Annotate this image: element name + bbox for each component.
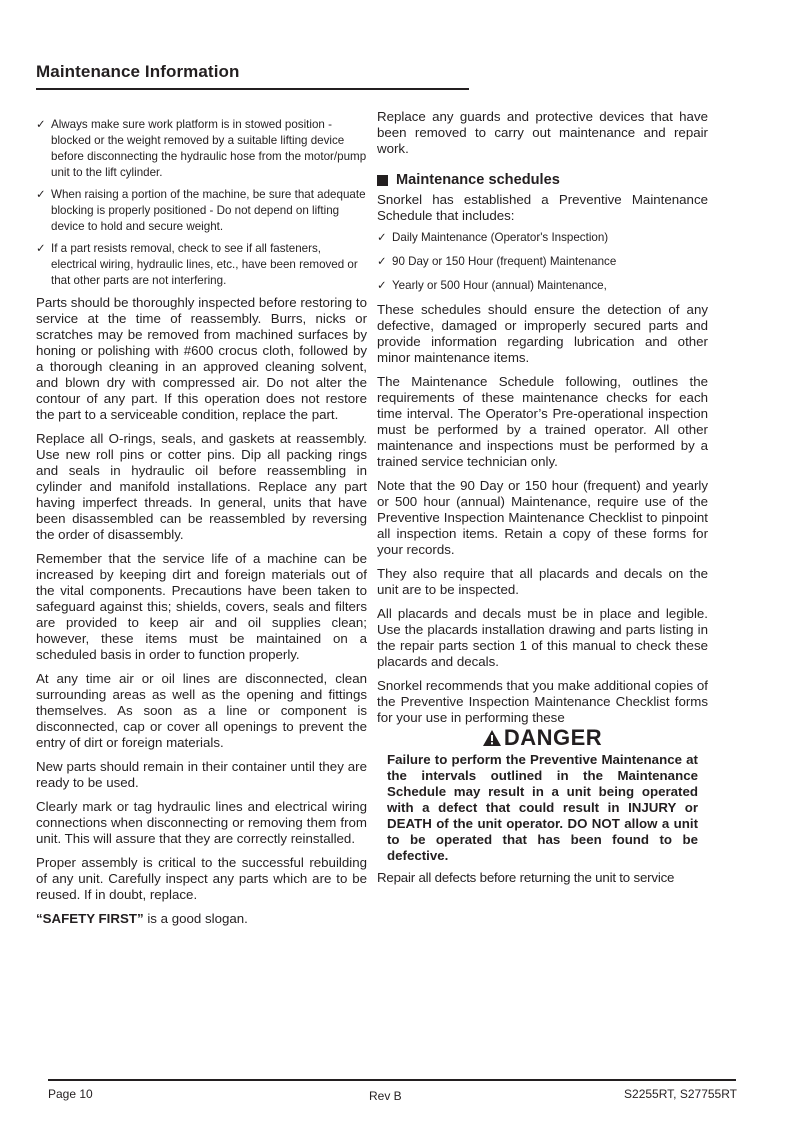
checkmark-icon: ✓ [377,280,387,292]
checkmark-icon: ✓ [377,232,387,244]
header-rule [36,88,469,90]
paragraph-guards: Replace any guards and protective devices that have been removed to carry out maintenance and repair work. [377,109,708,156]
checklist-item [36,187,367,235]
checkmark-icon: ✓ [36,243,46,255]
section-heading-text: Maintenance schedules [396,172,560,188]
page-title: Maintenance Information [36,62,240,81]
warning-triangle-icon [483,730,501,746]
revision: Rev B [369,1089,402,1103]
page-number: Page 10 [48,1087,93,1101]
square-bullet-icon [377,175,388,186]
paragraph-schedule-outline: The Maintenance Schedule following, outlines the requirements of these maintenance checks for each time interval. The Operator’s Pre-operational inspection must be performed by a trained operator. All other maintenance and inspections must be performed by a trained service technician only. [377,374,708,469]
checklist-item [36,241,367,289]
checkmark-icon: ✓ [36,119,46,131]
schedule-item-text: Daily Maintenance (Operator's Inspection) [392,231,609,244]
paragraph-new-parts: New parts should remain in their container until they are ready to be used. [36,759,367,790]
danger-body: Failure to perform the Preventive Maintenance at the intervals outlined in the Maintenance Schedule may result in a unit being operated with a defect that could result in INJURY or DEATH of the unit operator. DO NOT allow a unit to be operated that has been found to be defective. [387,752,698,863]
checklist-item [36,117,367,181]
slogan-rest: is a good slogan. [143,911,248,926]
schedule-item [377,278,708,294]
paragraph-service-life: Remember that the service life of a machine can be increased by keeping dirt and foreign materials out of the vital components. Precautions have been taken to safeguard against this; shields, covers, seals and filters are provided to keep air and oil supplies clean; however, these items must be maintained on a scheduled basis in order to function properly. [36,551,367,662]
schedule-list [377,230,708,294]
checkmark-icon: ✓ [36,189,46,201]
section-heading-maintenance-schedules [377,172,708,188]
left-column [36,117,367,935]
right-column [377,109,708,894]
paragraph-placards-inspected: They also require that all placards and decals on the unit are to be inspected. [377,566,708,597]
paragraph-repair-defects: Repair all defects before returning the unit to service [377,870,675,885]
schedule-item [377,230,708,246]
schedule-item-text: Yearly or 500 Hour (annual) Maintenance, [392,279,607,292]
paragraph-mark-lines: Clearly mark or tag hydraulic lines and electrical wiring connections when disconnecting or removing them from unit. This will assure that they are correctly reinstalled. [36,799,367,846]
paragraph-proper-assembly: Proper assembly is critical to the successful rebuilding of any unit. Carefully inspect any parts which are to be reused. If in doubt, replace. [36,855,367,902]
danger-title [377,725,708,750]
paragraph-inspection: Parts should be thoroughly inspected before restoring to service at the time of reassembly. Burrs, nicks or scratches may be removed from machined surfaces by honing or polishing with #600 crocus cloth, followed by a thorough cleaning in an approved cleaning solvent, and blown dry with compressed air. Do not alter the contour of any part. If this operation does not restore the part to a serviceable condition, replace the part. [36,295,367,422]
danger-title-text: DANGER [503,725,603,750]
paragraph-placards-legible: All placards and decals must be in place and legible. Use the placards installation drawing and parts listing in the repair parts section 1 of this manual to check these placards and decals. [377,606,708,669]
paragraph-schedules-purpose: These schedules should ensure the detection of any defective, damaged or improperly secured parts and provide information regarding lubrication and other minor maintenance items. [377,302,708,365]
paragraph-checklist-note: Note that the 90 Day or 150 hour (frequent) and yearly or 500 hour (annual) Maintenance, require use of the Preventive Inspection Maintenance Checklist to pinpoint all inspection items. Retain a copy of these forms for your records. [377,478,708,557]
paragraph-lines-disconnected: At any time air or oil lines are disconnected, clean surrounding areas as well as the opening and fittings themselves. As soon as a line or component is disconnected, cap or cover all openings to prevent the entry of dirt or foreign materials. [36,671,367,750]
checkmark-icon: ✓ [377,256,387,268]
checklist-item-text: If a part resists removal, check to see if all fasteners, electrical wiring, hydraulic lines, etc., have been removed or that other parts are not interfering. [51,242,358,287]
slogan-emphasis: “SAFETY FIRST” [36,911,144,926]
paragraph-schedule-intro: Snorkel has established a Preventive Maintenance Schedule that includes: [377,192,708,223]
paragraph-additional-copies: Snorkel recommends that you make additional copies of the Preventive Inspection Maintenance Checklist forms for your use in performing these [377,678,708,725]
model-numbers: S2255RT, S27755RT [624,1087,737,1101]
footer-rule [48,1079,736,1081]
checklist-item-text: Always make sure work platform is in stowed position - blocked or the weight removed by a suitable lifting device before disconnecting the hydraulic hose from the motor/pump unit to the lift cylinder. [51,118,367,179]
schedule-item [377,254,708,270]
checklist-item-text: When raising a portion of the machine, be sure that adequate blocking is properly positioned - Do not depend on lifting device to hold and secure weight. [51,188,366,233]
safety-slogan [36,911,367,927]
safety-checklist [36,117,367,289]
danger-notice [377,725,708,864]
schedule-item-text: 90 Day or 150 Hour (frequent) Maintenance [392,255,617,268]
paragraph-reassembly: Replace all O-rings, seals, and gaskets at reassembly. Use new roll pins or cotter pins. Dip all packing rings and seals in hydraulic oil before reassembling in cylinder and manifold installations. Replace any part having imperfect threads. In general, units that have been disassembled can be reassembled by reversing the order of disassembly. [36,431,367,542]
